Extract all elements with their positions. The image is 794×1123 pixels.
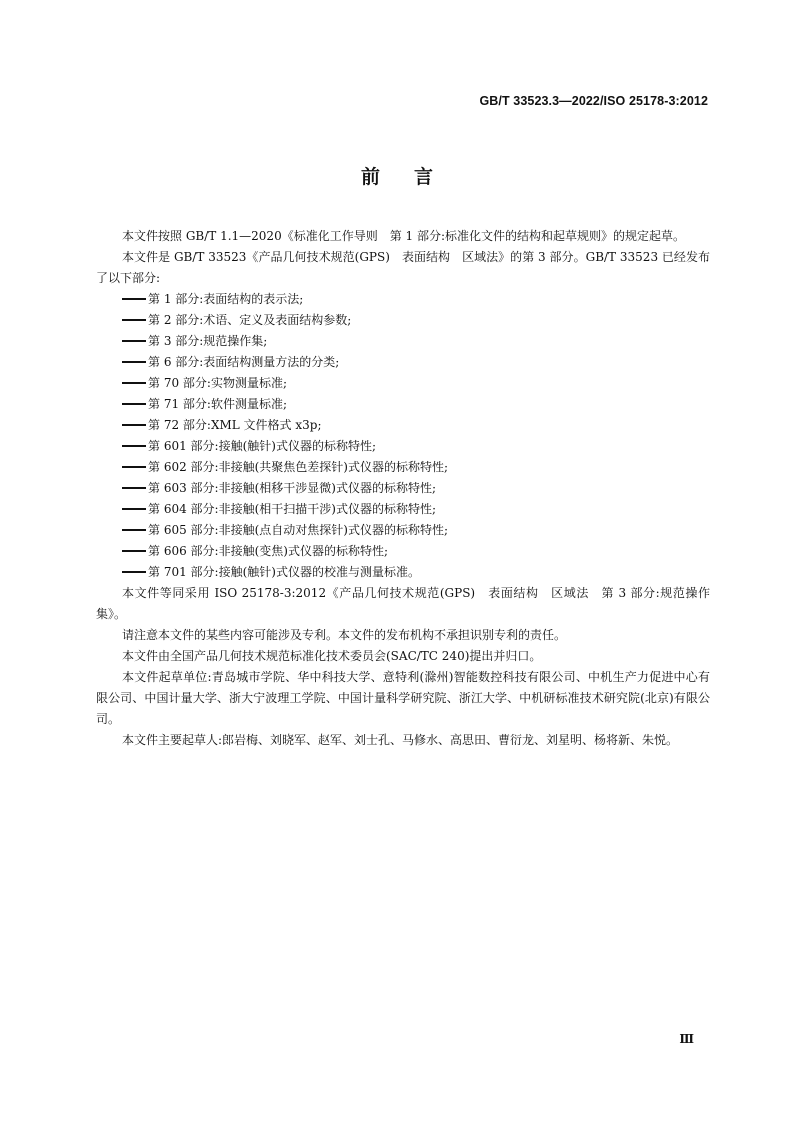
list-item: 第 1 部分:表面结构的表示法;: [96, 289, 710, 310]
paragraph-proposer: 本文件由全国产品几何技术规范标准化技术委员会(SAC/TC 240)提出并归口。: [122, 649, 542, 663]
em-dash-mark: [122, 340, 146, 342]
section-title: 前言: [360, 166, 467, 188]
list-item: 第 603 部分:非接触(相移干涉显微)式仪器的标称特性;: [96, 478, 710, 499]
list-item: 第 3 部分:规范操作集;: [96, 331, 710, 352]
em-dash-mark: [122, 550, 146, 552]
em-dash-mark: [122, 508, 146, 510]
standard-number: GB/T 33523.3—2022/ISO 25178-3:2012: [479, 94, 708, 108]
list-item: 第 72 部分:XML 文件格式 x3p;: [96, 415, 710, 436]
list-item: 第 605 部分:非接触(点自动对焦探针)式仪器的标称特性;: [96, 520, 710, 541]
em-dash-mark: [122, 445, 146, 447]
paragraph-patent-notice: 请注意本文件的某些内容可能涉及专利。本文件的发布机构不承担识别专利的责任。: [122, 628, 567, 642]
foreword-content: [96, 226, 710, 751]
em-dash-mark: [122, 424, 146, 426]
paragraph-series-intro: 本文件是 GB/T 33523《产品几何技术规范(GPS) 表面结构 区域法》的第 3 部分。GB/T 33523 已经发布了以下部分:: [96, 250, 710, 285]
list-item: 第 71 部分:软件测量标准;: [96, 394, 710, 415]
list-item: 第 602 部分:非接触(共聚焦色差探针)式仪器的标称特性;: [96, 457, 710, 478]
paragraph-drafting-units: 本文件起草单位:青岛城市学院、华中科技大学、意特利(滁州)智能数控科技有限公司、中机生产力促进中心有限公司、中国计量大学、浙大宁波理工学院、中国计量科学研究院、浙江大学、中机研标准技术研究院(北京)有限公司。: [96, 670, 710, 726]
paragraph-drafting-rules: 本文件按照 GB/T 1.1—2020《标准化工作导则 第 1 部分:标准化文件的结构和起草规则》的规定起草。: [122, 229, 686, 243]
list-item: 第 701 部分:接触(触针)式仪器的校准与测量标准。: [96, 562, 710, 583]
list-item: 第 6 部分:表面结构测量方法的分类;: [96, 352, 710, 373]
em-dash-mark: [122, 571, 146, 573]
list-item: 第 601 部分:接触(触针)式仪器的标称特性;: [96, 436, 710, 457]
em-dash-mark: [122, 403, 146, 405]
list-item: 第 70 部分:实物测量标准;: [96, 373, 710, 394]
parts-list: [96, 289, 710, 583]
em-dash-mark: [122, 361, 146, 363]
paragraph-drafters: 本文件主要起草人:郎岩梅、刘晓军、赵军、刘士孔、马修水、高思田、曹衍龙、刘星明、杨将新、朱悦。: [122, 733, 679, 747]
em-dash-mark: [122, 529, 146, 531]
document-header: [479, 94, 708, 108]
em-dash-mark: [122, 298, 146, 300]
page-number: Ⅲ: [679, 1032, 694, 1046]
paragraph-adoption: 本文件等同采用 ISO 25178-3:2012《产品几何技术规范(GPS) 表面结构 区域法 第 3 部分:规范操作集》。: [96, 586, 710, 621]
list-item: 第 604 部分:非接触(相干扫描干涉)式仪器的标称特性;: [96, 499, 710, 520]
em-dash-mark: [122, 382, 146, 384]
em-dash-mark: [122, 319, 146, 321]
em-dash-mark: [122, 487, 146, 489]
list-item: 第 606 部分:非接触(变焦)式仪器的标称特性;: [96, 541, 710, 562]
list-item: 第 2 部分:术语、定义及表面结构参数;: [96, 310, 710, 331]
em-dash-mark: [122, 466, 146, 468]
